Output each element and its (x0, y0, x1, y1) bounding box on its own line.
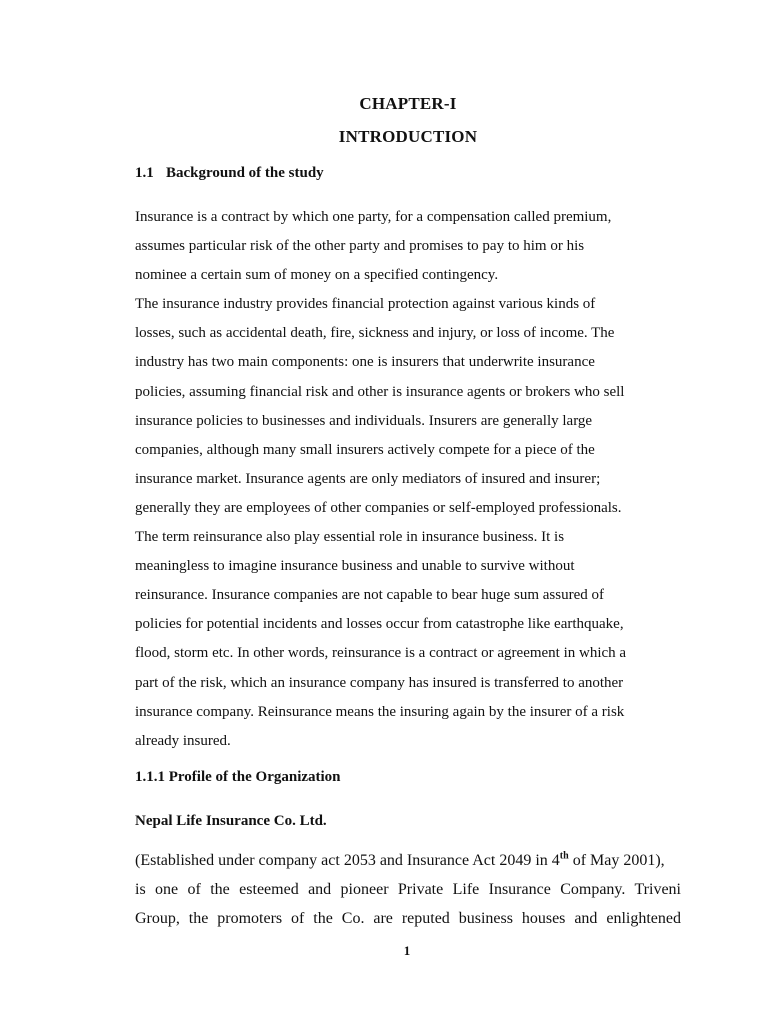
text-line: nominee a certain sum of money on a specified contingency. (135, 267, 499, 284)
text-line: insurance policies to businesses and individuals. Insurers are generally large (135, 412, 593, 429)
text-line: insurance market. Insurance agents are only mediators of insured and insurer; (135, 470, 601, 487)
ordinal-suffix: th (559, 850, 569, 862)
text-line: already insured. (135, 732, 231, 749)
text-line: is one of the esteemed and pioneer Private Life Insurance Company. Triveni (135, 881, 681, 898)
section-heading (135, 165, 324, 182)
text-line: industry has two main components: one is insurers that underwrite insurance (135, 354, 595, 371)
subsection-heading: 1.1.1 Profile of the Organization (135, 769, 341, 785)
text-line: meaningless to imagine insurance business and unable to survive without (135, 558, 575, 575)
section-title: Background of the study (166, 165, 324, 181)
text-line (135, 846, 681, 875)
text-line: assumes particular risk of the other party and promises to pay to him or his (135, 238, 585, 255)
text-line: The insurance industry provides financial protection against various kinds of (135, 296, 596, 313)
established-date-text: of May 2001), (568, 852, 665, 869)
text-line: reinsurance. Insurance companies are not capable to bear huge sum assured of (135, 587, 604, 604)
chapter-label: CHAPTER-I (359, 94, 457, 113)
text-line: generally they are employees of other companies or self-employed professionals. (135, 499, 622, 516)
page-number: 1 (403, 943, 411, 958)
established-text: (Established under company act 2053 and Insurance Act 2049 in 4 (135, 852, 560, 869)
text-line: Insurance is a contract by which one party, for a compensation called premium, (135, 209, 612, 225)
text-line: insurance company. Reinsurance means the insuring again by the insurer of a risk (135, 703, 625, 720)
text-line: The term reinsurance also play essential role in insurance business. It is (135, 529, 565, 546)
background-paragraph (135, 203, 665, 756)
text-line: Group, the promoters of the Co. are reputed business houses and enlightened (135, 910, 681, 927)
section-number: 1.1 (135, 165, 154, 181)
text-line: part of the risk, which an insurance company has insured is transferred to another (135, 674, 624, 691)
text-line: policies, assuming financial risk and other is insurance agents or brokers who sell (135, 383, 625, 400)
text-line: flood, storm etc. In other words, reinsurance is a contract or agreement in which a (135, 645, 627, 662)
text-line: policies for potential incidents and losses occur from catastrophe like earthquake, (135, 616, 624, 633)
text-line: losses, such as accidental death, fire, sickness and injury, or loss of income. The (135, 325, 615, 342)
organization-paragraph (135, 846, 681, 933)
organization-name: Nepal Life Insurance Co. Ltd. (135, 813, 327, 829)
chapter-title: INTRODUCTION (338, 127, 478, 146)
text-line: companies, although many small insurers actively compete for a piece of the (135, 441, 595, 458)
